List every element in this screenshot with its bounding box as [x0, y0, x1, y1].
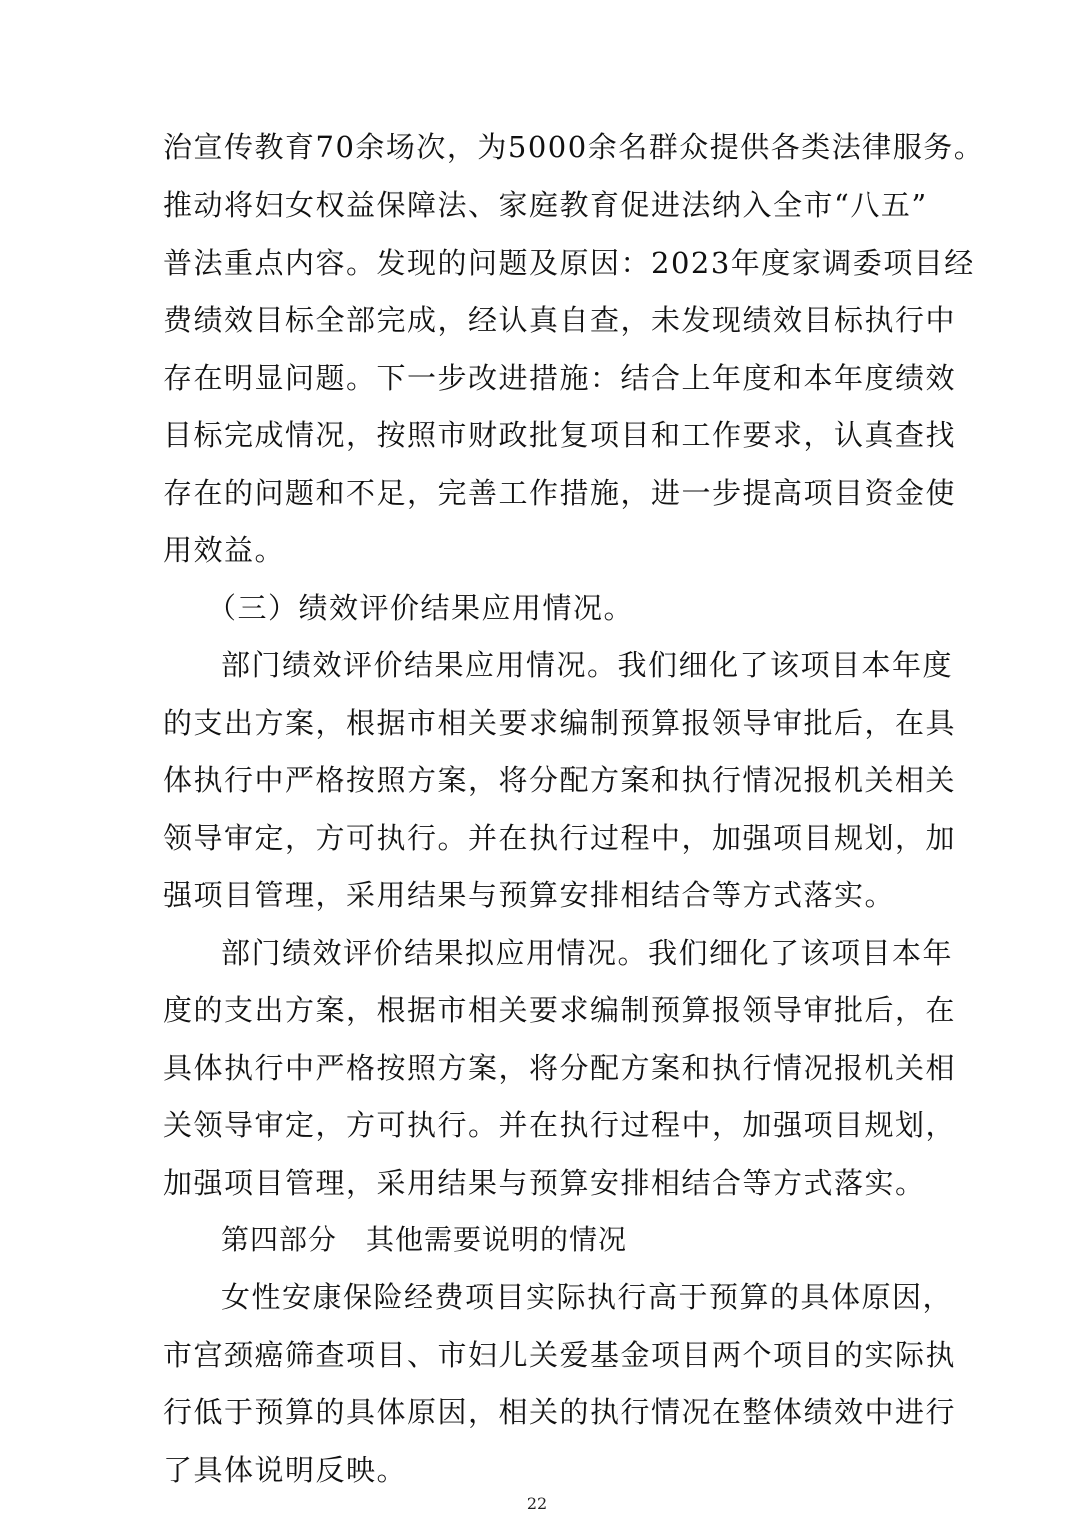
paragraph-line: 目标完成情况，按照市财政批复项目和工作要求，认真查找 [163, 418, 957, 452]
paragraph-line: 部门绩效评价结果拟应用情况。我们细化了该项目本年 [221, 936, 954, 970]
paragraph-line: 部门绩效评价结果应用情况。我们细化了该项目本年度 [221, 648, 954, 682]
paragraph-line: 女性安康保险经费项目实际执行高于预算的具体原因， [221, 1280, 954, 1314]
paragraph-line: 用效益。 [163, 533, 286, 567]
paragraph-line: 强项目管理，采用结果与预算安排相结合等方式落实。 [163, 878, 896, 912]
paragraph-line: 推动将妇女权益保障法、家庭教育促进法纳入全市“八五” [163, 188, 928, 222]
paragraph-line: 了具体说明反映。 [163, 1453, 408, 1487]
section-heading: 第四部分 其他需要说明的情况 [221, 1223, 628, 1256]
paragraph-line: 治宣传教育70余场次，为5000余名群众提供各类法律服务。 [163, 130, 985, 164]
page-number: 22 [526, 1494, 548, 1513]
paragraph-line: 具体执行中严格按照方案，将分配方案和执行情况报机关相 [163, 1051, 957, 1085]
paragraph-line: 普法重点内容。发现的问题及原因：2023年度家调委项目经 [163, 246, 975, 280]
section-subheading: （三）绩效评价结果应用情况。 [207, 591, 635, 625]
paragraph-line: 关领导审定，方可执行。并在执行过程中，加强项目规划， [163, 1108, 957, 1142]
paragraph-line: 存在明显问题。下一步改进措施：结合上年度和本年度绩效 [163, 361, 957, 395]
paragraph-line: 的支出方案，根据市相关要求编制预算报领导审批后，在具 [163, 706, 957, 740]
paragraph-line: 度的支出方案，根据市相关要求编制预算报领导审批后，在 [163, 993, 957, 1027]
paragraph-line: 行低于预算的具体原因，相关的执行情况在整体绩效中进行 [163, 1395, 957, 1429]
paragraph-line: 存在的问题和不足，完善工作措施，进一步提高项目资金使 [163, 476, 957, 510]
paragraph-line: 加强项目管理，采用结果与预算安排相结合等方式落实。 [163, 1166, 926, 1200]
paragraph-line: 费绩效目标全部完成，经认真自查，未发现绩效目标执行中 [163, 303, 957, 337]
paragraph-line: 体执行中严格按照方案，将分配方案和执行情况报机关相关 [163, 763, 957, 797]
paragraph-line: 市宫颈癌筛查项目、市妇儿关爱基金项目两个项目的实际执 [163, 1338, 957, 1372]
paragraph-line: 领导审定，方可执行。并在执行过程中，加强项目规划，加 [163, 821, 957, 855]
